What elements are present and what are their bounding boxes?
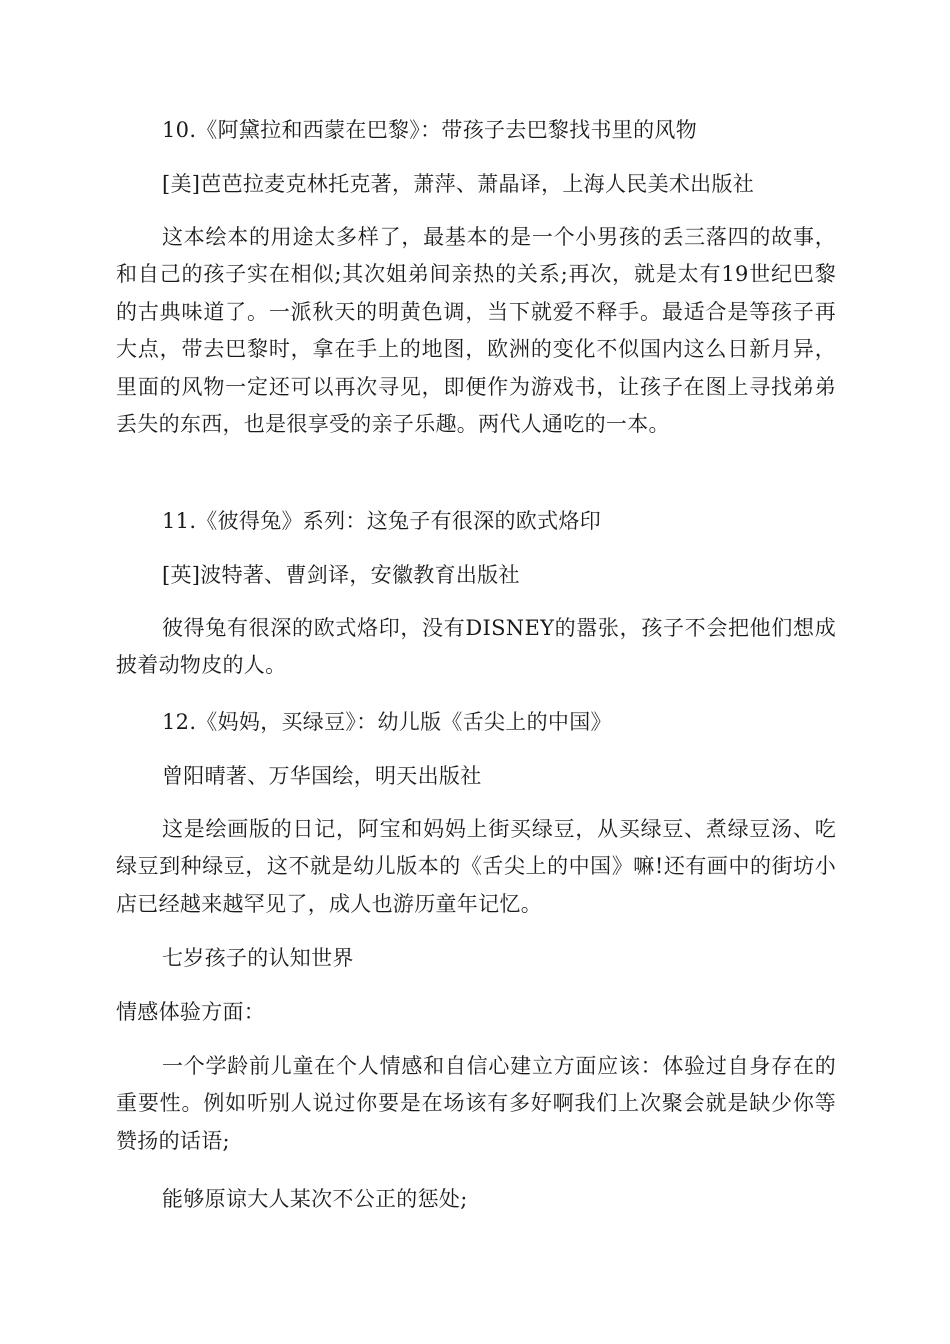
section-heading: 七岁孩子的认知世界 (162, 946, 354, 970)
item-12-author: 曾阳晴著、万华国绘，明天出版社 (162, 764, 482, 788)
item-10-body: 这本绘本的用途太多样了，最基本的是一个小男孩的丢三落四的故事，和自己的孩子实在相似;其次姐弟间亲热的关系;再次，就是太有19世纪巴黎的古典味道了。一派秋天的明黄色调，当下就爱不释手。最适合是等孩子再大点，带去巴黎时，拿在手上的地图，欧洲的变化不似国内这么日新月异，里面的风物一定还可以再次寻见，即便作为游戏书，让孩子在图上寻找弟弟丢失的东西，也是很享受的亲子乐趣。两代人通吃的一本。 (116, 225, 836, 437)
item-11-body: 彼得兔有很深的欧式烙印，没有DISNEY的嚣张，孩子不会把他们想成披着动物皮的人。 (116, 616, 836, 678)
item-10-title: 10.《阿黛拉和西蒙在巴黎》：带孩子去巴黎找书里的风物 (162, 118, 697, 142)
item-10-author: [美]芭芭拉麦克林托克著，萧萍、萧晶译，上海人民美术出版社 (162, 172, 755, 196)
item-11-title: 11.《彼得兔》系列：这兔子有很深的欧式烙印 (162, 509, 601, 533)
item-12-body: 这是绘画版的日记，阿宝和妈妈上街买绿豆，从买绿豆、煮绿豆汤、吃绿豆到种绿豆，这不就是幼儿版本的《舌尖上的中国》嘛!还有画中的街坊小店已经越来越罕见了，成人也游历童年记忆。 (116, 817, 836, 916)
emotion-paragraph-2: 能够原谅大人某次不公正的惩处; (162, 1187, 468, 1211)
emotion-paragraph-1: 一个学龄前儿童在个人情感和自信心建立方面应该：体验过自身存在的重要性。例如听别人说过你要是在场该有多好啊我们上次聚会就是缺少你等赞扬的话语; (116, 1054, 836, 1153)
item-11-author: [英]波特著、曹剑译，安徽教育出版社 (162, 563, 520, 587)
subsection-heading: 情感体验方面： (116, 1000, 266, 1024)
item-12-title: 12.《妈妈，买绿豆》：幼儿版《舌尖上的中国》 (162, 710, 612, 734)
